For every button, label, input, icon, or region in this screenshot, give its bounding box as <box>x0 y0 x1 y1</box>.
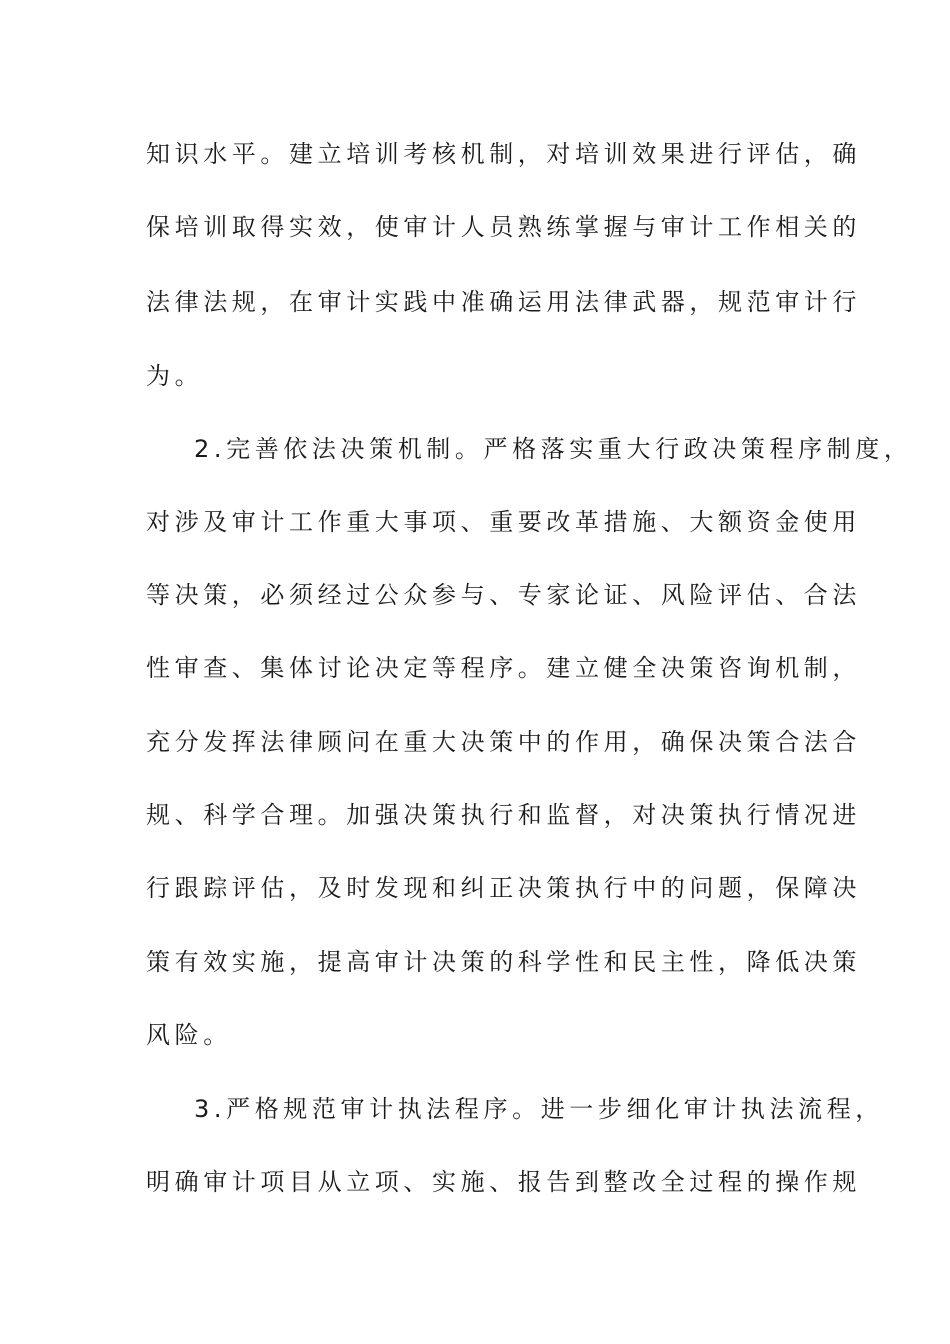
paragraph-line: 行跟踪评估，及时发现和纠正决策执行中的问题，保障决 <box>146 874 861 902</box>
section-heading-line: 2.完善依法决策机制。严格落实重大行政决策程序制度， <box>194 435 913 463</box>
paragraph-line: 法律法规，在审计实践中准确运用法律武器，规范审计行 <box>146 288 861 316</box>
paragraph-line: 明确审计项目从立项、实施、报告到整改全过程的操作规 <box>146 1168 861 1196</box>
paragraph-line: 性审查、集体讨论决定等程序。建立健全决策咨询机制， <box>146 654 861 682</box>
paragraph-line: 为。 <box>146 362 204 390</box>
paragraph-line: 知识水平。建立培训考核机制，对培训效果进行评估，确 <box>146 140 861 168</box>
paragraph-line: 策有效实施，提高审计决策的科学性和民主性，降低决策 <box>146 948 861 976</box>
section-heading-line: 3.严格规范审计执法程序。进一步细化审计执法流程， <box>194 1095 884 1123</box>
paragraph-line: 风险。 <box>146 1021 232 1049</box>
paragraph-line: 充分发挥法律顾问在重大决策中的作用，确保决策合法合 <box>146 728 861 756</box>
paragraph-line: 等决策，必须经过公众参与、专家论证、风险评估、合法 <box>146 581 861 609</box>
paragraph-line: 对涉及审计工作重大事项、重要改革措施、大额资金使用 <box>146 508 861 536</box>
paragraph-line: 规、科学合理。加强决策执行和监督，对决策执行情况进 <box>146 801 861 829</box>
paragraph-line: 保培训取得实效，使审计人员熟练掌握与审计工作相关的 <box>146 213 861 241</box>
